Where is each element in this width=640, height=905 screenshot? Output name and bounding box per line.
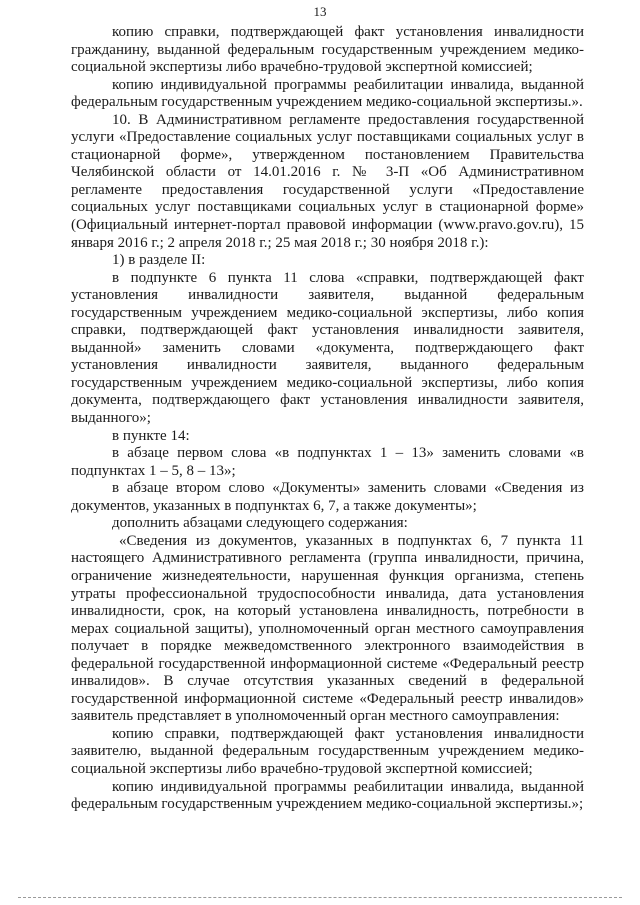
paragraph-copy-rehabilitation-program-final: копию индивидуальной программы реабилитации инвалида, выданной федеральным государственным учреждением медико-социальной экспертизы.»; bbox=[71, 778, 584, 813]
paragraph-first-para-change: в абзаце первом слова «в подпунктах 1 – 13» заменить словами «в подпунктах 1 – 5, 8 – 13»; bbox=[71, 445, 584, 479]
paragraph-new-info-text: «Сведения из документов, указанных в подпунктах 6, 7 пункта 11 настоящего Административного регламента (группа инвалидности, причина, ограничение жизнедеятельности, нарушенная функция организма, степень утраты профессиональной трудоспособности инвалида, дата установления инвалидности, срок, на который установлена инвалидность, потребности в мерах социальной защиты), уполномоченный орган местного самоуправления получает в порядке межведомственного электронного взаимодействия в федеральной государственной информационной системе «Федеральный реестр инвалидов». В случае отсутствия указанных сведений в федеральной государственной информационной системе «Федеральный реестр инвалидов» заявитель представляет в уполномоченный орган местного самоуправления: bbox=[71, 532, 584, 725]
paragraph-subitem-6-item-11: в подпункте 6 пункта 11 слова «справки, подтверждающей факт установления инвалидности заявителя, выданной федеральным государственным учреждением медико-социальной экспертизы, либо копия справки, подтверждающей факт установления инвалидности заявителя, выданной» заменить словами «документа, подтверждающего факт установления инвалидности заявителя, выданного федеральным государственным учреждением медико-социальной экспертизы, либо копия документа, подтверждающего факт установления инвалидности заявителя, выданного»; bbox=[71, 269, 584, 427]
paragraph-section-ii: 1) в разделе II: bbox=[112, 252, 206, 269]
document-body bbox=[71, 24, 584, 814]
paragraph-copy-certificate-applicant: копию справки, подтверждающей факт установления инвалидности заявителю, выданной федеральным государственным учреждением медико-социальной экспертизы либо врачебно-трудовой экспертной комиссией; bbox=[71, 725, 584, 777]
page-number: 13 bbox=[313, 4, 327, 19]
bottom-divider bbox=[18, 897, 622, 898]
paragraph-item-10: 10. В Административном регламенте предоставления государственной услуги «Предоставление социальных услуг поставщиками социальных услуг в стационарной форме», утвержденном постановлением Правительства Челябинской области от 14.01.2016 г. № 3-П «Об Административном регламенте предоставления государственной услуги «Предоставление социальных услуг поставщиками социальных услуг в стационарной форме» (Официальный интернет-портал правовой информации (www.pravo.gov.ru), 15 января 2016 г.; 2 апреля 2018 г.; 25 мая 2018 г.; 30 ноября 2018 г.): bbox=[71, 111, 584, 251]
paragraph-copy-rehabilitation-program: копию индивидуальной программы реабилитации инвалида, выданной федеральным государственным учреждением медико-социальной экспертизы.». bbox=[71, 76, 584, 111]
paragraph-item-14: в пункте 14: bbox=[112, 427, 190, 444]
paragraph-copy-certificate-citizen: копию справки, подтверждающей факт установления инвалидности гражданину, выданной федеральным государственным учреждением медико-социальной экспертизы либо врачебно-трудовой экспертной комиссией; bbox=[71, 24, 584, 76]
paragraph-second-para-change: в абзаце втором слово «Документы» заменить словами «Сведения из документов, указанных в подпунктах 6, 7, а также документы»; bbox=[71, 480, 584, 514]
paragraph-add-paragraphs: дополнить абзацами следующего содержания: bbox=[112, 515, 408, 532]
